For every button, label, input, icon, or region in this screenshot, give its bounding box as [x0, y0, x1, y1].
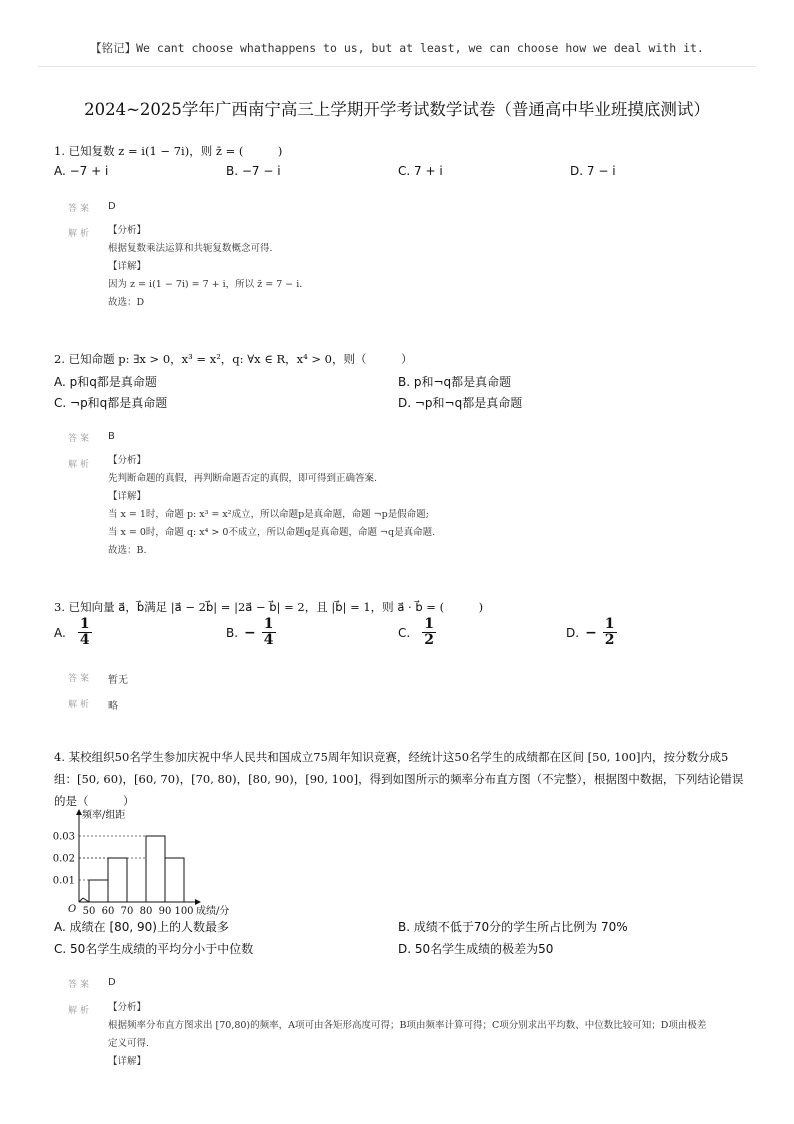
fraction-numerator: 1 — [79, 616, 90, 632]
analysis-line: 【详解】 — [108, 1056, 147, 1067]
y-tick-label: 0.02 — [52, 853, 75, 865]
q4-option-a[interactable]: A. 成绩在 [80, 90)上的人数最多 — [54, 920, 229, 934]
q2-option-c[interactable]: C. ¬p和q都是真命题 — [54, 396, 168, 410]
q1-analysis — [108, 222, 302, 312]
fraction-denominator: 4 — [79, 632, 90, 648]
q1-option-d[interactable]: D. 7 − i — [570, 164, 616, 178]
q2-option-b[interactable]: B. p和¬q都是真命题 — [398, 375, 512, 389]
q1-stem: 1. 已知复数 z = i(1 − 7i)，则 z̄ = ( ) — [54, 144, 283, 158]
q4-option-d[interactable]: D. 50名学生成绩的极差为50 — [398, 942, 554, 956]
axis-break-mark — [83, 898, 89, 902]
y-axis-label: 频率/组距 — [82, 810, 126, 821]
q4-option-c[interactable]: C. 50名学生成绩的平均分小于中位数 — [54, 942, 254, 956]
analysis-line: 因为 z = i(1 − 7i) = 7 + i，所以 z̄ = 7 − i. — [108, 279, 303, 290]
fraction-denominator: 2 — [604, 632, 615, 648]
option-prefix: C. — [398, 625, 411, 640]
header-divider — [38, 66, 756, 67]
q3-option-c[interactable] — [398, 617, 436, 648]
x-tick-label: 100 — [174, 906, 194, 917]
fraction — [78, 617, 92, 648]
q4-analysis — [108, 999, 708, 1071]
q2-stem: 2. 已知命题 p: ∃x > 0，x³ = x²，q: ∀x ∈ R，x⁴ > 0，则（ ） — [54, 352, 413, 366]
x-tick-label: 50 — [82, 906, 96, 917]
analysis-line: 先判断命题的真假，再判断命题否定的真假，即可得到正确答案. — [108, 473, 378, 484]
q4-answer-value: D — [108, 977, 116, 988]
q2-option-d[interactable]: D. ¬p和¬q都是真命题 — [398, 396, 523, 410]
q2-answer-label: 答案 — [68, 434, 93, 444]
q3-option-a[interactable] — [54, 617, 92, 648]
axis-break-mark — [79, 898, 83, 902]
x-tick-label: 70 — [120, 906, 134, 917]
fraction — [262, 617, 276, 648]
q4-stem: 4. 某校组织50名学生参加庆祝中华人民共和国成立75周年知识竞赛，经统计这50名学生的成绩都在区间 [50, 100]内，按分数分成5组：[50, 60)，[60, 70)，[70, 80)，[80, 90)，[90, 100]，得到如图所示的频率分布直方图（不完整），根据图中数据，下列结论错误的是（ ） — [54, 750, 744, 808]
q3-answer-label: 答案 — [68, 674, 93, 684]
fraction-numerator: 1 — [604, 616, 615, 632]
q3-answer-value: 暂无 — [108, 675, 128, 686]
fraction-sign: − — [585, 624, 597, 641]
q4-option-b[interactable]: B. 成绩不低于70分的学生所占比例为 70% — [398, 920, 628, 934]
q1-option-b[interactable]: B. −7 − i — [226, 164, 281, 178]
q3-stem: 3. 已知向量 a⃗，b⃗满足 |a⃗ − 2b⃗| = |2a⃗ − b⃗| = 2，且 |b⃗| = 1，则 a⃗ · b⃗ = ( ) — [54, 600, 484, 614]
fraction — [422, 617, 436, 648]
page-title: 2024~2025学年广西南宁高三上学期开学考试数学试卷（普通高中毕业班摸底测试） — [84, 100, 710, 119]
origin-label: O — [68, 904, 77, 915]
q2-analysis-label: 解析 — [68, 460, 93, 470]
histogram-bar — [146, 836, 165, 902]
q2-option-a[interactable]: A. p和q都是真命题 — [54, 375, 157, 389]
x-axis-label: 成绩/分 — [196, 906, 230, 917]
histogram-bar — [89, 880, 108, 902]
fraction-denominator: 4 — [263, 632, 274, 648]
fraction-numerator: 1 — [424, 616, 434, 632]
analysis-line: 根据复数乘法运算和共轭复数概念可得. — [108, 243, 273, 254]
analysis-line: 【分析】 — [108, 225, 147, 236]
fraction-sign: − — [244, 624, 256, 641]
analysis-line: 当 x = 0时，命题 q: x⁴ > 0不成立，所以命题q是真命题，命题 ¬q是真命题. — [108, 527, 436, 538]
q3-analysis-label: 解析 — [68, 700, 93, 710]
x-tick-label: 80 — [139, 906, 153, 917]
y-tick-label: 0.03 — [52, 831, 75, 843]
q1-analysis-label: 解析 — [68, 229, 93, 239]
q2-analysis — [108, 452, 435, 560]
analysis-line: 故选：D — [108, 297, 145, 308]
x-tick-label: 90 — [158, 906, 172, 917]
q4-answer-label: 答案 — [68, 980, 93, 990]
header-motto: 【铭记】We cant choose whathappens to us, but at least, we can choose how we deal with it. — [90, 41, 704, 55]
analysis-line: 故选：B. — [108, 545, 147, 556]
histogram-bar — [165, 858, 184, 902]
analysis-line: 【分析】 — [108, 1002, 147, 1013]
analysis-line: 【分析】 — [108, 455, 147, 466]
fraction-denominator: 2 — [424, 632, 434, 648]
analysis-line: 当 x = 1时，命题 p: x³ = x²成立，所以命题p是真命题，命题 ¬p是假命题; — [108, 509, 429, 520]
analysis-line: 【详解】 — [108, 491, 147, 502]
q1-answer-label: 答案 — [68, 204, 93, 214]
fraction-numerator: 1 — [263, 616, 274, 632]
q4-analysis-label: 解析 — [68, 1006, 93, 1016]
option-prefix: B. — [226, 625, 239, 640]
frequency-histogram — [50, 808, 250, 920]
analysis-line: 根据频率分布直方图求出 [70,80)的频率，A项可由各矩形高度可得；B项由频率计算可得；C项分别求出平均数、中位数比较可知；D项由极差定义可得. — [108, 1020, 707, 1049]
q1-option-c[interactable]: C. 7 + i — [398, 164, 443, 178]
q1-option-a[interactable]: A. −7 + i — [54, 164, 109, 178]
q3-analysis: 略 — [108, 701, 118, 712]
y-tick-label: 0.01 — [52, 875, 75, 887]
x-tick-label: 60 — [101, 906, 115, 917]
q1-answer-value: D — [108, 201, 116, 212]
q3-option-b[interactable] — [226, 617, 276, 648]
q3-option-d[interactable] — [566, 617, 617, 648]
fraction — [603, 617, 617, 648]
histogram-bar — [108, 858, 127, 902]
q2-answer-value: B — [108, 431, 115, 442]
option-prefix: D. — [566, 625, 580, 640]
option-prefix: A. — [54, 625, 66, 640]
analysis-line: 【详解】 — [108, 261, 147, 272]
